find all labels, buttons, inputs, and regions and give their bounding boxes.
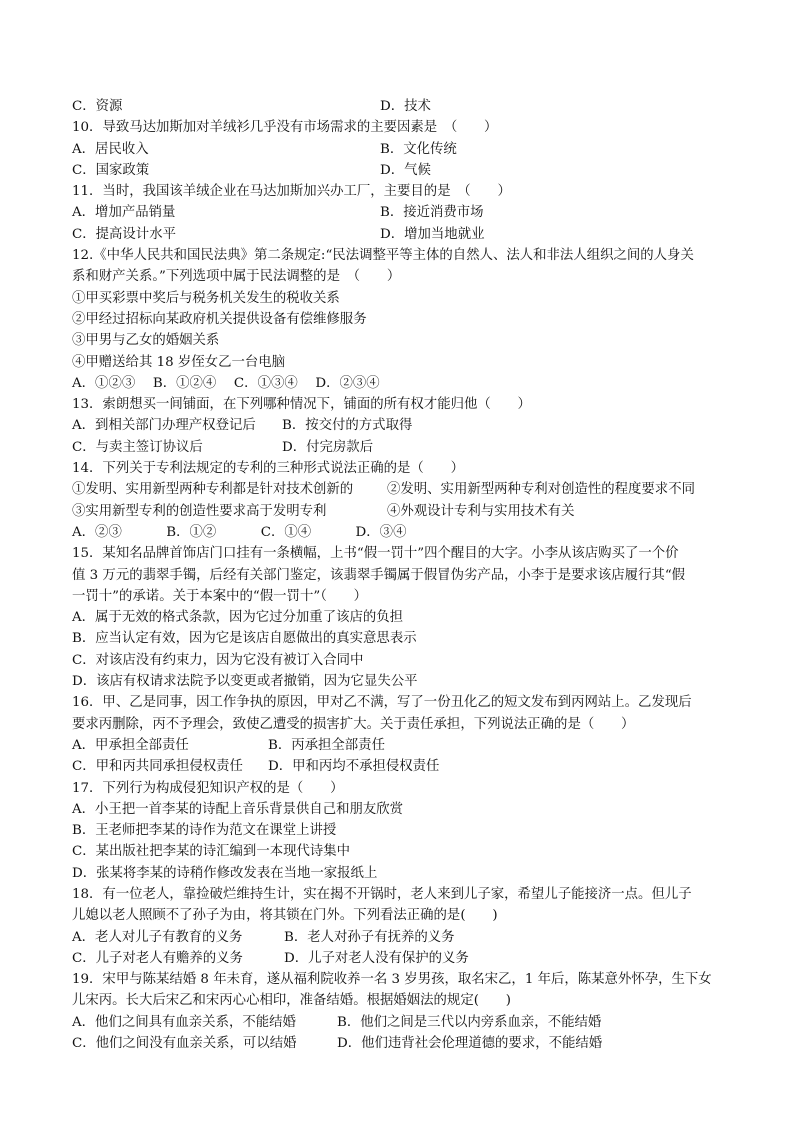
option: A．增加产品销量: [72, 205, 176, 221]
option: A．甲承担全部责任: [72, 737, 189, 753]
option: C．与卖主签订协议后: [72, 439, 203, 455]
option-row: A．②③ B．①② C．①④ D．③④: [72, 524, 407, 540]
statement: ④甲赠送给其 18 岁侄女乙一台电脑: [72, 354, 286, 370]
question-stem: 10．导致马达加斯加对羊绒衫几乎没有市场需求的主要因素是 （ ）: [72, 120, 498, 136]
statement: ③甲男与乙女的婚姻关系: [72, 333, 220, 349]
question-stem: 12.《中华人民共和国民法典》第二条规定:“民法调整平等主体的自然人、法人和非法人组织之间的人身关: [72, 248, 694, 264]
option-row: [72, 160, 724, 181]
option-row: [72, 202, 724, 223]
statement: ①发明、实用新型两种专利都是针对技术创新的: [72, 482, 354, 498]
option: C．儿子对老人有赡养的义务: [72, 950, 243, 966]
question-stem: 一罚十”的承诺。关于本案中的“假一罚十”（ ）: [72, 588, 368, 604]
option: C．他们之间没有血亲关系，可以结婚: [72, 1036, 297, 1052]
question-stem: 19．宋甲与陈某结婚 8 年未育，遂从福利院收养一名 3 岁男孩，取名宋乙，1 年后，陈某意外怀孕，生下女: [72, 972, 712, 988]
option: C．甲和丙共同承担侵权责任: [72, 759, 243, 775]
statement: ①甲买彩票中奖后与税务机关发生的税收关系: [72, 290, 340, 306]
option-row: [72, 1033, 724, 1054]
option-row: [72, 96, 724, 117]
option: D．增加当地就业: [380, 226, 485, 242]
option: B．王老师把李某的诗作为范文在课堂上讲授: [72, 823, 337, 839]
statement: ④外观设计专利与实用技术有关: [387, 503, 575, 519]
option: C．资源: [72, 99, 123, 114]
statement: ②甲经过招标向某政府机关提供设备有偿维修服务: [72, 311, 367, 327]
option: B．接近消费市场: [380, 205, 484, 221]
exam-page: [72, 96, 724, 1054]
question-stem: 儿宋丙。长大后宋乙和宋丙心心相印，准备结婚。根据婚姻法的规定( ): [72, 993, 511, 1009]
question-stem: 要求丙删除，丙不予理会，致使乙遭受的损害扩大。关于责任承担，下列说法正确的是（ ）: [72, 716, 635, 732]
option: A．到相关部门办理产权登记后: [72, 418, 256, 434]
option: B．应当认定有效，因为它是该店自愿做出的真实意思表示: [72, 631, 417, 647]
statement: ②发明、实用新型两种专利对创造性的程度要求不同: [387, 482, 695, 498]
option: A．属于无效的格式条款，因为它过分加重了该店的负担: [72, 610, 404, 626]
question-stem: 13．索朗想买一间铺面，在下列哪种情况下，铺面的所有权才能归他（ ）: [72, 397, 531, 413]
question-stem: 值 3 万元的翡翠手镯，后经有关部门鉴定，该翡翠手镯属于假冒伪劣产品，小李于是要求该店履行其“假: [72, 567, 686, 583]
option: C．国家政策: [72, 162, 150, 178]
question-stem: 系和财产关系。”下列选项中属于民法调整的是 （ ）: [72, 269, 401, 285]
option: A．他们之间具有血亲关系，不能结婚: [72, 1014, 296, 1030]
option: A．老人对儿子有教育的义务: [72, 929, 243, 945]
option: C．对该店没有约束力，因为它没有被订入合同中: [72, 652, 364, 668]
option: B．他们之间是三代以内旁系血亲，不能结婚: [337, 1014, 602, 1030]
option: A．居民收入: [72, 141, 149, 157]
option: C．某出版社把李某的诗汇编到一本现代诗集中: [72, 844, 351, 860]
question-stem: 18．有一位老人，靠捡破烂维持生计，实在揭不开锅时，老人来到儿子家，希望儿子能接济一点。但儿子: [72, 886, 692, 902]
option: D．他们违背社会伦理道德的要求，不能结婚: [337, 1036, 603, 1052]
question-stem: 15．某知名品牌首饰店门口挂有一条横幅，上书“假一罚十”四个醒目的大字。小李从该店购买了一个价: [72, 546, 679, 562]
option-row: [72, 756, 724, 777]
option: D．气候: [380, 162, 431, 178]
statement-row: [72, 479, 724, 500]
option-row: [72, 927, 724, 948]
option: D．儿子对老人没有保护的义务: [284, 950, 469, 966]
question-stem: 17．下列行为构成侵犯知识产权的是（ ）: [72, 780, 344, 796]
option: D．张某将李某的诗稍作修改发表在当地一家报纸上: [72, 865, 378, 881]
option-row: [72, 224, 724, 245]
option-row: [72, 437, 724, 458]
option-row: [72, 948, 724, 969]
option: B．老人对孙子有抚养的义务: [284, 929, 455, 945]
option: C．提高设计水平: [72, 226, 176, 242]
question-stem: 16．甲、乙是同事，因工作争执的原因，甲对乙不满，写了一份丑化乙的短文发布到丙网站上。乙发现后: [72, 695, 692, 711]
option: B．丙承担全部责任: [268, 737, 385, 753]
question-stem: 14．下列关于专利法规定的专利的三种形式说法正确的是（ ）: [72, 461, 464, 477]
option: B．文化传统: [380, 141, 457, 157]
option-row: [72, 735, 724, 756]
option: D．付完房款后: [282, 439, 374, 455]
option-row: [72, 139, 724, 160]
question-stem: 儿媳以老人照顾不了孙子为由，将其锁在门外。下列看法正确的是( ): [72, 908, 498, 924]
statement: ③实用新型专利的创造性要求高于发明专利: [72, 503, 327, 519]
option: D．该店有权请求法院予以变更或者撤销，因为它显失公平: [72, 674, 418, 690]
option: B．按交付的方式取得: [282, 418, 413, 434]
option-row: [72, 1012, 724, 1033]
option-row: A．①②③ B．①②④ C．①③④ D．②③④: [72, 375, 380, 391]
option: A．小王把一首李某的诗配上音乐背景供自己和朋友欣赏: [72, 801, 404, 817]
question-stem: 11．当时，我国该羊绒企业在马达加斯加兴办工厂，主要目的是 （ ）: [72, 184, 511, 200]
option: D．甲和丙均不承担侵权责任: [268, 759, 440, 775]
statement-row: [72, 501, 724, 522]
option: D．技术: [380, 99, 431, 114]
option-row: [72, 415, 724, 436]
